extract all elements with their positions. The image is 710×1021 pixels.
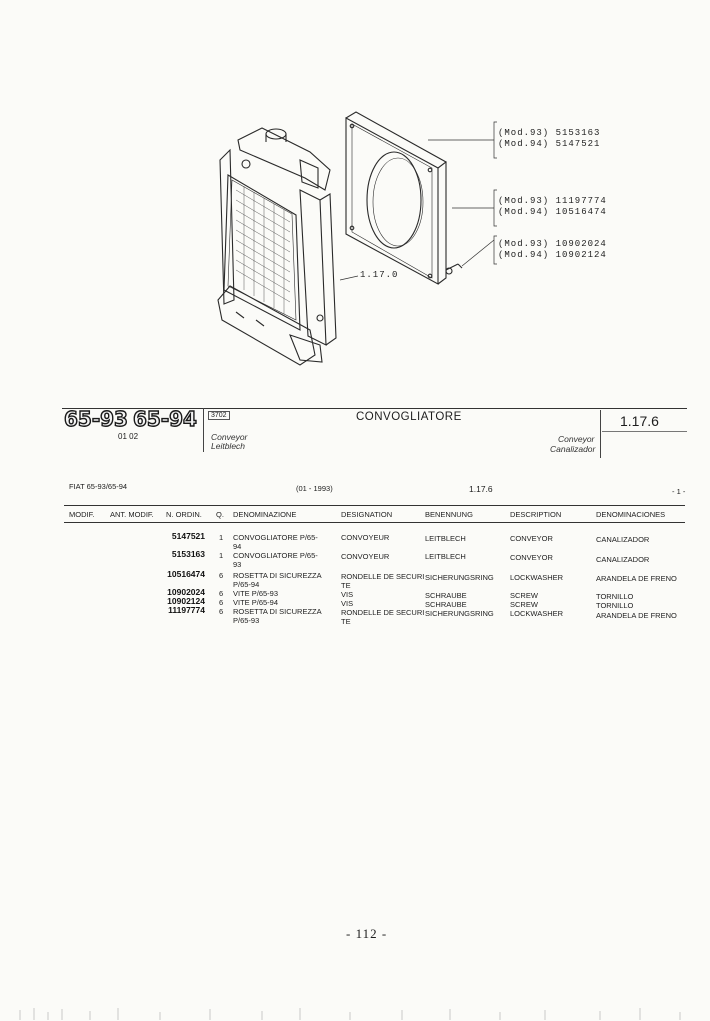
french-name: VIS (341, 590, 354, 599)
title-block-divider-right (600, 410, 601, 458)
spanish-name: ARANDELA DE FRENO (596, 611, 677, 620)
english-name: SCREW (510, 600, 538, 609)
part-number: 10902124 (167, 596, 205, 606)
italian-name: VITE P/65-94 (233, 598, 279, 607)
italian-name: CONVOGLIATORE P/65- 94 (233, 533, 318, 551)
col-quantity: Q. (216, 510, 224, 519)
part-number: 10516474 (167, 569, 205, 579)
col-italian: DENOMINAZIONE (233, 510, 297, 519)
spanish-name: TORNILLO (596, 601, 634, 610)
italian-name: ROSETTA DI SICUREZZA P/65-94 (233, 571, 322, 589)
french-name: CONVOYEUR (341, 552, 390, 561)
edition-date: 01 02 (118, 432, 139, 441)
right-subtitle-english: Conveyor (558, 434, 595, 444)
table-header-bottom-rule (64, 522, 685, 523)
conveyor-shroud-illustration (346, 112, 462, 284)
spanish-name: CANALIZADOR (596, 555, 650, 564)
french-name: VIS (341, 599, 354, 608)
subtitle-german: Leitblech (211, 441, 246, 451)
info-section: 1.17.6 (469, 484, 493, 494)
col-english: DESCRIPTION (510, 510, 562, 519)
quantity: 1 (219, 533, 224, 542)
german-name: SCHRAUBE (425, 591, 467, 600)
page-number: - 112 - (346, 926, 388, 941)
callout-washer-mod93: (Mod.93) 11197774 (498, 196, 607, 206)
french-name: RONDELLE DE SECURI TE (341, 572, 425, 590)
quantity: 6 (219, 607, 224, 616)
right-subtitle-spanish: Canalizador (550, 444, 596, 454)
part-number: 5153163 (171, 549, 205, 559)
section-number: 1.17.6 (620, 413, 659, 429)
callout-reference-group: 1.17.0 (360, 270, 399, 280)
subtitle-english: Conveyor (211, 432, 248, 442)
col-spanish: DENOMINACIONES (596, 510, 666, 519)
italian-name: VITE P/65-93 (233, 589, 279, 598)
quantity: 1 (219, 551, 224, 560)
col-modif: MODIF. (69, 510, 95, 519)
model-line: FIAT 65-93/65-94 (69, 482, 128, 491)
callout-shroud-mod93: (Mod.93) 5153163 (498, 128, 601, 138)
col-ant-modif: ANT. MODIF. (110, 510, 154, 519)
english-name: LOCKWASHER (510, 609, 564, 618)
english-name: SCREW (510, 591, 538, 600)
section-underline (602, 431, 687, 432)
german-name: LEITBLECH (425, 552, 466, 561)
german-name: SICHERUNGSRING (425, 573, 494, 582)
quantity: 6 (219, 571, 224, 580)
callout-screw-mod94: (Mod.94) 10902124 (498, 250, 607, 260)
col-french: DESIGNATION (341, 510, 393, 519)
french-name: CONVOYEUR (341, 533, 390, 542)
table-header-top-rule (64, 505, 685, 506)
italian-name: CONVOGLIATORE P/65- 93 (233, 551, 318, 569)
col-order-number: N. ORDIN. (166, 510, 202, 519)
group-code: 3702 (208, 411, 230, 420)
italian-name: ROSETTA DI SICUREZZA P/65-93 (233, 607, 322, 625)
french-name: RONDELLE DE SECURI TE (341, 608, 425, 626)
scan-edge-artifacts (0, 1004, 710, 1021)
title-block-divider-left (203, 408, 204, 452)
col-german: BENENNUNG (425, 510, 473, 519)
part-number: 11197774 (168, 605, 205, 615)
section-title: CONVOGLIATORE (356, 411, 462, 423)
period-line: (01 - 1993) (296, 484, 333, 493)
callout-washer-mod94: (Mod.94) 10516474 (498, 207, 607, 217)
spanish-name: TORNILLO (596, 592, 634, 601)
callout-shroud-mod94: (Mod.94) 5147521 (498, 139, 601, 149)
german-name: SICHERUNGSRING (425, 609, 494, 618)
callout-screw-mod93: (Mod.93) 10902024 (498, 239, 607, 249)
spanish-name: ARANDELA DE FRENO (596, 574, 677, 583)
english-name: LOCKWASHER (510, 573, 564, 582)
quantity: 6 (219, 598, 224, 607)
spanish-name: CANALIZADOR (596, 535, 650, 544)
model-badge-65-93: 65-93 (64, 407, 128, 431)
german-name: LEITBLECH (425, 534, 466, 543)
part-number: 10902024 (167, 587, 205, 597)
page-tag: - 1 - (672, 487, 686, 496)
quantity: 6 (219, 589, 224, 598)
english-name: CONVEYOR (510, 534, 553, 543)
german-name: SCHRAUBE (425, 600, 467, 609)
radiator-illustration (218, 128, 336, 365)
part-number: 5147521 (171, 531, 205, 541)
english-name: CONVEYOR (510, 553, 553, 562)
model-badge-65-94: 65-94 (133, 407, 197, 431)
